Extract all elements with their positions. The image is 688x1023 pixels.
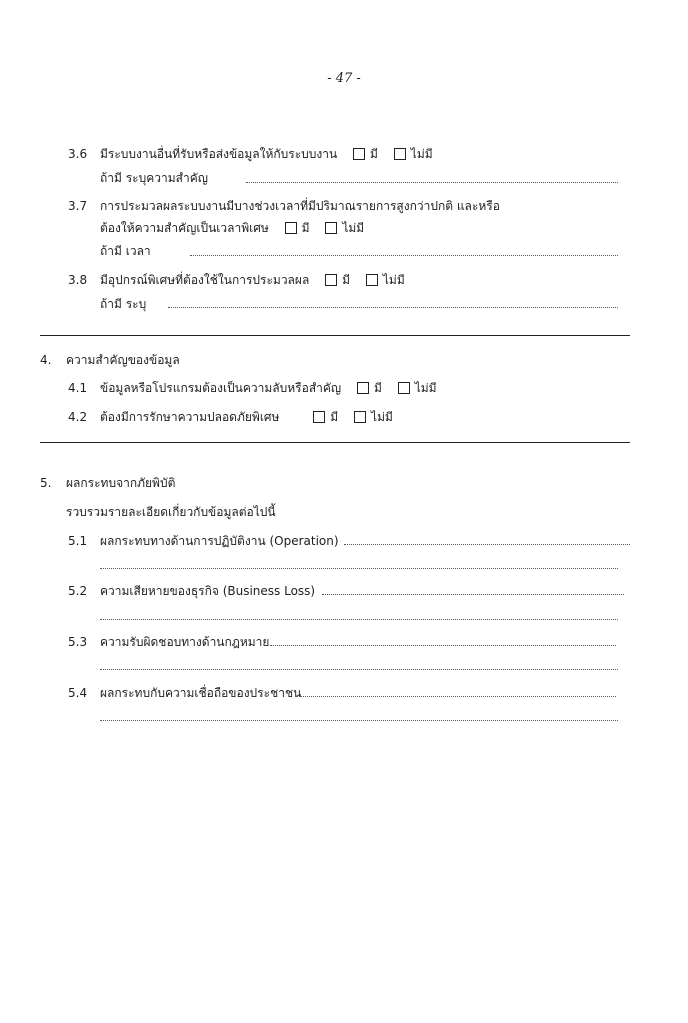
item-number: 5.4 xyxy=(68,686,88,700)
option-no-label: ไม่มี xyxy=(410,147,433,161)
item-3-8-followup: ถ้ามี ระบุ xyxy=(100,297,147,311)
item-3-6 xyxy=(68,145,433,164)
checkbox-yes[interactable] xyxy=(285,222,297,234)
section-4-heading xyxy=(40,351,180,370)
item-3-8 xyxy=(68,271,405,290)
section-divider xyxy=(40,442,630,443)
item-number: 3.6 xyxy=(68,147,88,161)
section-title: ผลกระทบจากภัยพิบัติ xyxy=(66,476,176,490)
item-question: ข้อมูลหรือโปรแกรมต้องเป็นความลับหรือสำคัญ xyxy=(100,381,342,395)
checkbox-yes[interactable] xyxy=(353,148,365,160)
checkbox-no[interactable] xyxy=(366,274,378,286)
checkbox-yes[interactable] xyxy=(313,411,325,423)
option-no-label: ไม่มี xyxy=(371,410,393,424)
item-4-1 xyxy=(68,379,437,398)
fill-line[interactable] xyxy=(100,568,618,569)
section-5-heading xyxy=(40,474,175,493)
page-number: - 47 - xyxy=(327,71,361,86)
option-yes-label: มี xyxy=(330,410,339,424)
checkbox-no[interactable] xyxy=(325,222,337,234)
item-5-3 xyxy=(68,633,269,652)
option-yes-label: มี xyxy=(342,273,351,287)
checkbox-yes[interactable] xyxy=(325,274,337,286)
fill-line[interactable] xyxy=(168,307,618,308)
section-5-intro: รวบรวมรายละเอียดเกี่ยวกับข้อมูลต่อไปนี้ xyxy=(66,505,276,519)
fill-line[interactable] xyxy=(270,645,616,646)
section-divider xyxy=(40,335,630,336)
item-number: 4.1 xyxy=(68,381,88,395)
checkbox-no[interactable] xyxy=(394,148,406,160)
item-question: มีระบบงานอื่นที่รับหรือส่งข้อมูลให้กับระบบงาน xyxy=(100,147,338,161)
item-3-7-line2 xyxy=(100,219,364,238)
fill-line[interactable] xyxy=(296,696,616,697)
item-5-2 xyxy=(68,582,315,601)
item-4-2 xyxy=(68,408,393,427)
item-question: มีอุปกรณ์พิเศษที่ต้องใช้ในการประมวลผล xyxy=(100,273,310,287)
item-number: 3.7 xyxy=(68,199,88,213)
item-label: ผลกระทบทางด้านการปฏิบัติงาน (Operation) xyxy=(100,534,339,548)
item-3-7-followup: ถ้ามี เวลา xyxy=(100,244,151,258)
fill-line[interactable] xyxy=(190,255,618,256)
item-label: ความรับผิดชอบทางด้านกฎหมาย xyxy=(100,635,270,649)
item-question: การประมวลผลระบบงานมีบางช่วงเวลาที่มีปริมาณรายการสูงกว่าปกติ และหรือ xyxy=(100,199,500,213)
option-yes-label: มี xyxy=(370,147,378,161)
item-number: 4.2 xyxy=(68,410,88,424)
checkbox-yes[interactable] xyxy=(357,382,369,394)
item-question-cont: ต้องให้ความสำคัญเป็นเวลาพิเศษ xyxy=(100,221,269,235)
item-number: 3.8 xyxy=(68,273,88,287)
section-number: 4. xyxy=(40,353,52,367)
option-yes-label: มี xyxy=(373,381,382,395)
fill-line[interactable] xyxy=(246,182,618,183)
fill-line[interactable] xyxy=(100,720,618,721)
item-number: 5.3 xyxy=(68,635,88,649)
option-no-label: ไม่มี xyxy=(342,221,365,235)
item-label: ผลกระทบกับความเชื่อถือของประชาชน xyxy=(100,686,302,700)
item-number: 5.1 xyxy=(68,534,88,548)
section-number: 5. xyxy=(40,476,52,490)
fill-line[interactable] xyxy=(344,544,630,545)
option-yes-label: มี xyxy=(301,221,310,235)
checkbox-no[interactable] xyxy=(398,382,410,394)
item-label: ความเสียหายของธุรกิจ (Business Loss) xyxy=(100,584,316,598)
option-no-label: ไม่มี xyxy=(414,381,437,395)
item-5-4 xyxy=(68,684,301,703)
item-number: 5.2 xyxy=(68,584,88,598)
item-question: ต้องมีการรักษาความปลอดภัยพิเศษ xyxy=(100,410,280,424)
item-3-6-followup: ถ้ามี ระบุความสำคัญ xyxy=(100,171,208,185)
fill-line[interactable] xyxy=(100,619,618,620)
item-5-1 xyxy=(68,532,339,551)
section-title: ความสำคัญของข้อมูล xyxy=(66,353,180,367)
fill-line[interactable] xyxy=(100,669,618,670)
fill-line[interactable] xyxy=(322,594,624,595)
item-3-7 xyxy=(68,197,500,216)
checkbox-no[interactable] xyxy=(354,411,366,423)
option-no-label: ไม่มี xyxy=(382,273,405,287)
